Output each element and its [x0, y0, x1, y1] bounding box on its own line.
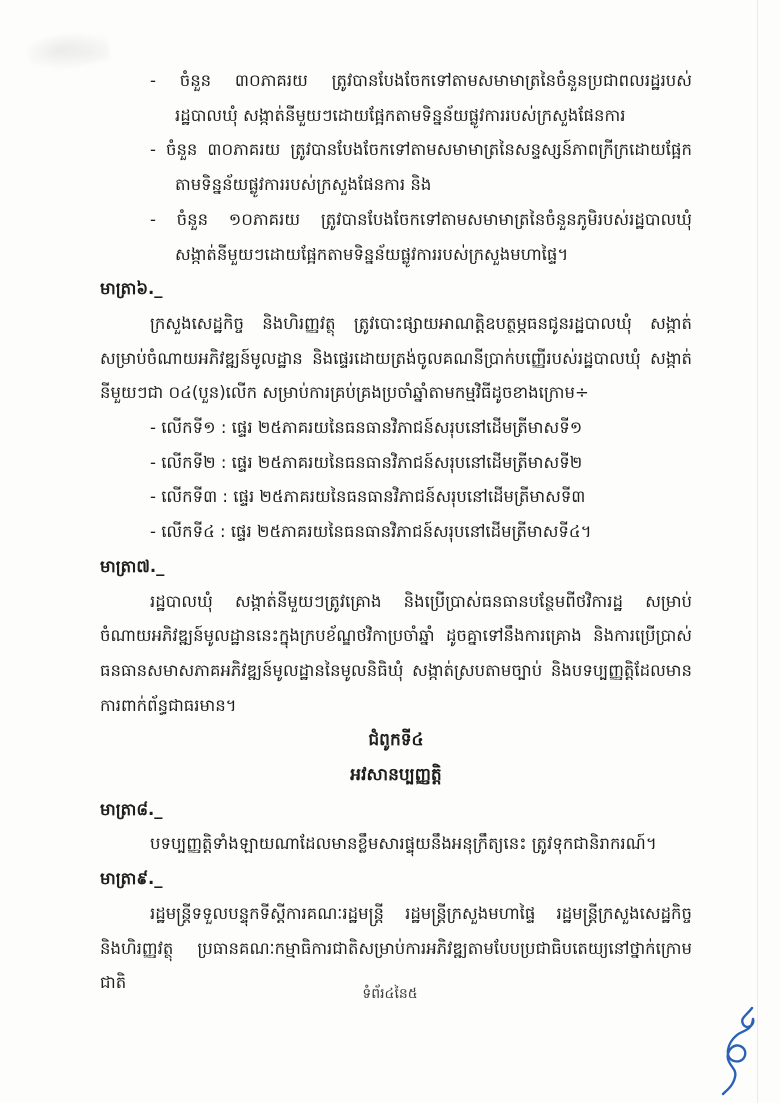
transfer-item-4: - លើកទី៤ : ផ្ទេរ ២៥ភាគរយនៃធនធានវិភាជន៍សរុបនៅដើមត្រីមាសទី៤។ — [150, 522, 592, 542]
chapter-4-title: ជំពូកទី៤ — [368, 730, 424, 751]
article-7-label: មាត្រា៧._ — [100, 556, 165, 576]
chapter-4-subtitle: អវសានប្បញ្ញត្តិ — [350, 765, 442, 786]
allocation-item-1: - ចំនួន ៣០ភាគរយ ត្រូវបានបែងចែកទៅតាមសមាមាត្រនៃចំនួនប្រជាពលរដ្ឋរបស់រដ្ឋបាលឃុំ សង្កាត់នីមួយៗដោយផ្អែកតាមទិន្នន័យផ្លូវការរបស់ក្រសួងផែនការ — [150, 71, 692, 125]
transfer-list — [100, 411, 692, 550]
allocation-item-2: - ចំនួន ៣០ភាគរយ ត្រូវបានបែងចែកទៅតាមសមាមាត្រនៃសន្ទស្សន៍ភាពក្រីក្រដោយផ្អែកតាមទិន្នន័យផ្លូវការរបស់ក្រសួងផែនការ និង — [150, 140, 692, 195]
article-9-label: មាត្រា៩._ — [100, 869, 163, 889]
transfer-item-2: - លើកទី២ : ផ្ទេរ ២៥ភាគរយនៃធនធានវិភាជន៍សរុបនៅដើមត្រីមាសទី២ — [150, 452, 583, 472]
transfer-item-3: - លើកទី៣ : ផ្ទេរ ២៥ភាគរយនៃធនធានវិភាជន៍សរុបនៅដើមត្រីមាសទី៣ — [150, 487, 586, 507]
document-content — [100, 64, 692, 1001]
signature-stroke — [723, 1008, 753, 1094]
scan-smudge — [25, 26, 110, 76]
article-7-body: រដ្ឋបាលឃុំ សង្កាត់នីមួយៗត្រូវគ្រោង និងប្រើប្រាស់ធនធានបន្ថែមពីថវិការដ្ឋ សម្រាប់ចំណាយអភិវឌ្ឍន៍មូលដ្ឋាននេះក្នុងក្របខ័ណ្ឌថវិកាប្រចាំឆ្នាំ ដូចគ្នាទៅនឹងការគ្រោង និងការប្រើប្រាស់ធនធានសមាសភាគអភិវឌ្ឍន៍មូលដ្ឋាននៃមូលនិធិឃុំ សង្កាត់ស្របតាមច្បាប់ និងបទប្បញ្ញត្តិដែលមានការពាក់ព័ន្ធជាធរមាន។ — [100, 591, 692, 715]
article-9-body: រដ្ឋមន្ត្រីទទួលបន្ទុកទីស្តីការគណៈរដ្ឋមន្ត្រី រដ្ឋមន្ត្រីក្រសួងមហាផ្ទៃ រដ្ឋមន្ត្រីក្រសួងសេដ្ឋកិច្ច និងហិរញ្ញវត្ថុ ប្រធានគណៈកម្មាធិការជាតិសម្រាប់ការអភិវឌ្ឍតាមបែបប្រជាធិបតេយ្យនៅថ្នាក់ក្រោមជាតិ — [100, 903, 692, 993]
signature-initial-icon — [712, 1003, 766, 1097]
allocation-item-3: - ចំនួន ១០ភាគរយ ត្រូវបានបែងចែកទៅតាមសមាមាត្រនៃចំនួនភូមិរបស់រដ្ឋបាលឃុំ សង្កាត់នីមួយៗដោយផ្អែកតាមទិន្នន័យផ្លូវការរបស់ក្រសួងមហាផ្ទៃ។ — [150, 209, 692, 264]
article-6-label: មាត្រា៦._ — [100, 279, 163, 299]
article-8-label: មាត្រា៨._ — [100, 799, 163, 819]
article-8-body: បទប្បញ្ញត្តិទាំងឡាយណាដែលមានខ្លឹមសារផ្ទុយនឹងអនុក្រឹត្យនេះ ត្រូវទុកជានិរាករណ៍។ — [150, 834, 657, 854]
scan-edge-line — [757, 0, 758, 1103]
page-number: ទំព័រ៤នៃ៥ — [362, 986, 418, 1002]
transfer-item-1: - លើកទី១ : ផ្ទេរ ២៥ភាគរយនៃធនធានវិភាជន៍សរុបនៅដើមត្រីមាសទី១ — [150, 418, 583, 438]
allocation-list — [100, 64, 692, 272]
article-6-body: ក្រសួងសេដ្ឋកិច្ច និងហិរញ្ញវត្ថុ ត្រូវបោះផ្សាយអាណត្តិឧបត្ថម្ភធនជូនរដ្ឋបាលឃុំ សង្កាត់សម្រាប់ចំណាយអភិវឌ្ឍន៍មូលដ្ឋាន និងផ្ទេរដោយត្រង់ចូលគណនីប្រាក់បញ្ញើរបស់រដ្ឋបាលឃុំ សង្កាត់នីមួយៗជា ០៤(បួន)លើក សម្រាប់ការគ្រប់គ្រងប្រចាំឆ្នាំតាមកម្មវិធីដូចខាងក្រោម÷ — [100, 313, 692, 403]
